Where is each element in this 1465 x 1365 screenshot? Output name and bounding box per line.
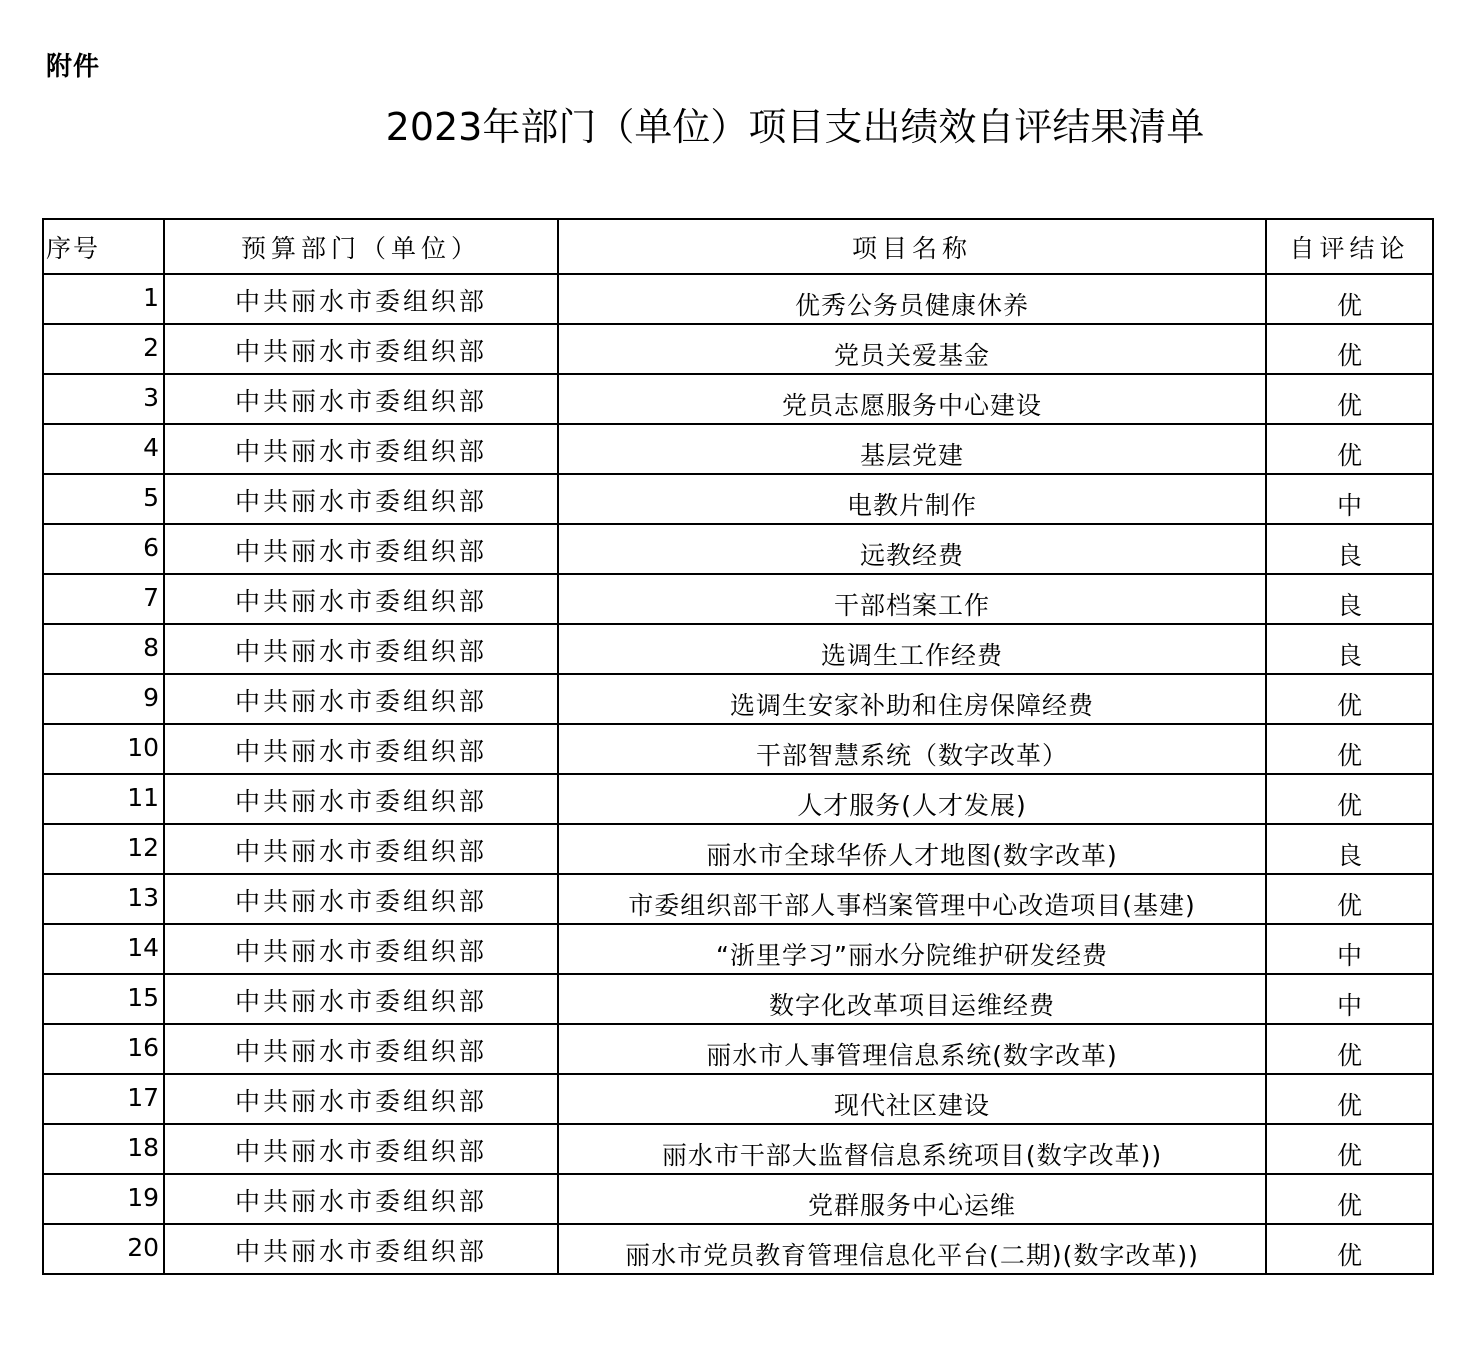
row-result-cell: 优 xyxy=(1266,274,1433,324)
table-row xyxy=(43,874,1433,924)
row-dept-cell: 中共丽水市委组织部 xyxy=(164,624,558,674)
header-project-name: 项目名称 xyxy=(558,219,1266,274)
row-seq-cell: 11 xyxy=(43,774,164,824)
row-project-name-cell: 干部档案工作 xyxy=(558,574,1266,624)
row-seq-cell: 7 xyxy=(43,574,164,624)
attachment-label: 附件 xyxy=(46,52,101,82)
table-header-row xyxy=(43,219,1433,274)
row-result-cell: 优 xyxy=(1266,374,1433,424)
row-result-cell: 优 xyxy=(1266,874,1433,924)
row-dept-cell: 中共丽水市委组织部 xyxy=(164,974,558,1024)
row-project-name-cell: 干部智慧系统（数字改革） xyxy=(558,724,1266,774)
row-dept-cell: 中共丽水市委组织部 xyxy=(164,924,558,974)
row-result-cell: 良 xyxy=(1266,524,1433,574)
row-dept-cell: 中共丽水市委组织部 xyxy=(164,324,558,374)
row-result-cell: 良 xyxy=(1266,824,1433,874)
row-seq-cell: 12 xyxy=(43,824,164,874)
table-row xyxy=(43,1074,1433,1124)
row-result-cell: 优 xyxy=(1266,1024,1433,1074)
row-dept-cell: 中共丽水市委组织部 xyxy=(164,1224,558,1274)
row-seq-cell: 20 xyxy=(43,1224,164,1274)
row-seq-cell: 2 xyxy=(43,324,164,374)
row-seq-cell: 3 xyxy=(43,374,164,424)
row-dept-cell: 中共丽水市委组织部 xyxy=(164,1174,558,1224)
row-seq-cell: 4 xyxy=(43,424,164,474)
row-result-cell: 优 xyxy=(1266,724,1433,774)
table-row xyxy=(43,774,1433,824)
row-seq-cell: 19 xyxy=(43,1174,164,1224)
row-dept-cell: 中共丽水市委组织部 xyxy=(164,774,558,824)
row-project-name-cell: 选调生安家补助和住房保障经费 xyxy=(558,674,1266,724)
row-dept-cell: 中共丽水市委组织部 xyxy=(164,824,558,874)
row-result-cell: 优 xyxy=(1266,324,1433,374)
header-seq: 序号 xyxy=(43,219,164,274)
row-result-cell: 优 xyxy=(1266,1124,1433,1174)
table-row xyxy=(43,924,1433,974)
table-row xyxy=(43,1224,1433,1274)
row-seq-cell: 6 xyxy=(43,524,164,574)
row-dept-cell: 中共丽水市委组织部 xyxy=(164,1024,558,1074)
row-seq-cell: 1 xyxy=(43,274,164,324)
row-project-name-cell: 党员关爱基金 xyxy=(558,324,1266,374)
header-result: 自评结论 xyxy=(1266,219,1433,274)
row-project-name-cell: 基层党建 xyxy=(558,424,1266,474)
row-project-name-cell: 丽水市全球华侨人才地图(数字改革) xyxy=(558,824,1266,874)
row-seq-cell: 14 xyxy=(43,924,164,974)
row-dept-cell: 中共丽水市委组织部 xyxy=(164,574,558,624)
row-result-cell: 优 xyxy=(1266,774,1433,824)
table-row xyxy=(43,424,1433,474)
row-project-name-cell: 现代社区建设 xyxy=(558,1074,1266,1124)
row-project-name-cell: 丽水市党员教育管理信息化平台(二期)(数字改革)) xyxy=(558,1224,1266,1274)
row-result-cell: 优 xyxy=(1266,1224,1433,1274)
row-seq-cell: 8 xyxy=(43,624,164,674)
row-seq-cell: 10 xyxy=(43,724,164,774)
row-project-name-cell: 远教经费 xyxy=(558,524,1266,574)
row-project-name-cell: 人才服务(人才发展) xyxy=(558,774,1266,824)
row-project-name-cell: 党员志愿服务中心建设 xyxy=(558,374,1266,424)
row-result-cell: 优 xyxy=(1266,424,1433,474)
row-project-name-cell: “浙里学习”丽水分院维护研发经费 xyxy=(558,924,1266,974)
row-result-cell: 优 xyxy=(1266,1174,1433,1224)
row-seq-cell: 17 xyxy=(43,1074,164,1124)
row-seq-cell: 15 xyxy=(43,974,164,1024)
row-result-cell: 中 xyxy=(1266,974,1433,1024)
row-dept-cell: 中共丽水市委组织部 xyxy=(164,674,558,724)
row-result-cell: 良 xyxy=(1266,624,1433,674)
table-row xyxy=(43,974,1433,1024)
row-seq-cell: 5 xyxy=(43,474,164,524)
table-row xyxy=(43,724,1433,774)
row-project-name-cell: 数字化改革项目运维经费 xyxy=(558,974,1266,1024)
row-result-cell: 中 xyxy=(1266,924,1433,974)
row-dept-cell: 中共丽水市委组织部 xyxy=(164,374,558,424)
table-row xyxy=(43,374,1433,424)
row-project-name-cell: 丽水市干部大监督信息系统项目(数字改革)) xyxy=(558,1124,1266,1174)
row-dept-cell: 中共丽水市委组织部 xyxy=(164,474,558,524)
table-row xyxy=(43,1174,1433,1224)
row-seq-cell: 13 xyxy=(43,874,164,924)
row-result-cell: 良 xyxy=(1266,574,1433,624)
row-seq-cell: 16 xyxy=(43,1024,164,1074)
results-table xyxy=(42,218,1434,1275)
row-project-name-cell: 丽水市人事管理信息系统(数字改革) xyxy=(558,1024,1266,1074)
table-row xyxy=(43,524,1433,574)
table-row xyxy=(43,574,1433,624)
header-dept: 预算部门（单位） xyxy=(164,219,558,274)
row-seq-cell: 18 xyxy=(43,1124,164,1174)
table-row xyxy=(43,1124,1433,1174)
row-result-cell: 优 xyxy=(1266,674,1433,724)
table-row xyxy=(43,674,1433,724)
row-result-cell: 中 xyxy=(1266,474,1433,524)
row-dept-cell: 中共丽水市委组织部 xyxy=(164,724,558,774)
row-result-cell: 优 xyxy=(1266,1074,1433,1124)
table-row xyxy=(43,1024,1433,1074)
table-row xyxy=(43,474,1433,524)
row-dept-cell: 中共丽水市委组织部 xyxy=(164,524,558,574)
row-dept-cell: 中共丽水市委组织部 xyxy=(164,1124,558,1174)
row-dept-cell: 中共丽水市委组织部 xyxy=(164,874,558,924)
row-project-name-cell: 党群服务中心运维 xyxy=(558,1174,1266,1224)
row-seq-cell: 9 xyxy=(43,674,164,724)
row-project-name-cell: 选调生工作经费 xyxy=(558,624,1266,674)
table-row xyxy=(43,324,1433,374)
row-dept-cell: 中共丽水市委组织部 xyxy=(164,1074,558,1124)
row-dept-cell: 中共丽水市委组织部 xyxy=(164,274,558,324)
document-title: 2023年部门（单位）项目支出绩效自评结果清单 xyxy=(385,105,1205,149)
table-row xyxy=(43,824,1433,874)
row-project-name-cell: 市委组织部干部人事档案管理中心改造项目(基建) xyxy=(558,874,1266,924)
table-row xyxy=(43,274,1433,324)
row-project-name-cell: 优秀公务员健康休养 xyxy=(558,274,1266,324)
table-row xyxy=(43,624,1433,674)
row-dept-cell: 中共丽水市委组织部 xyxy=(164,424,558,474)
row-project-name-cell: 电教片制作 xyxy=(558,474,1266,524)
